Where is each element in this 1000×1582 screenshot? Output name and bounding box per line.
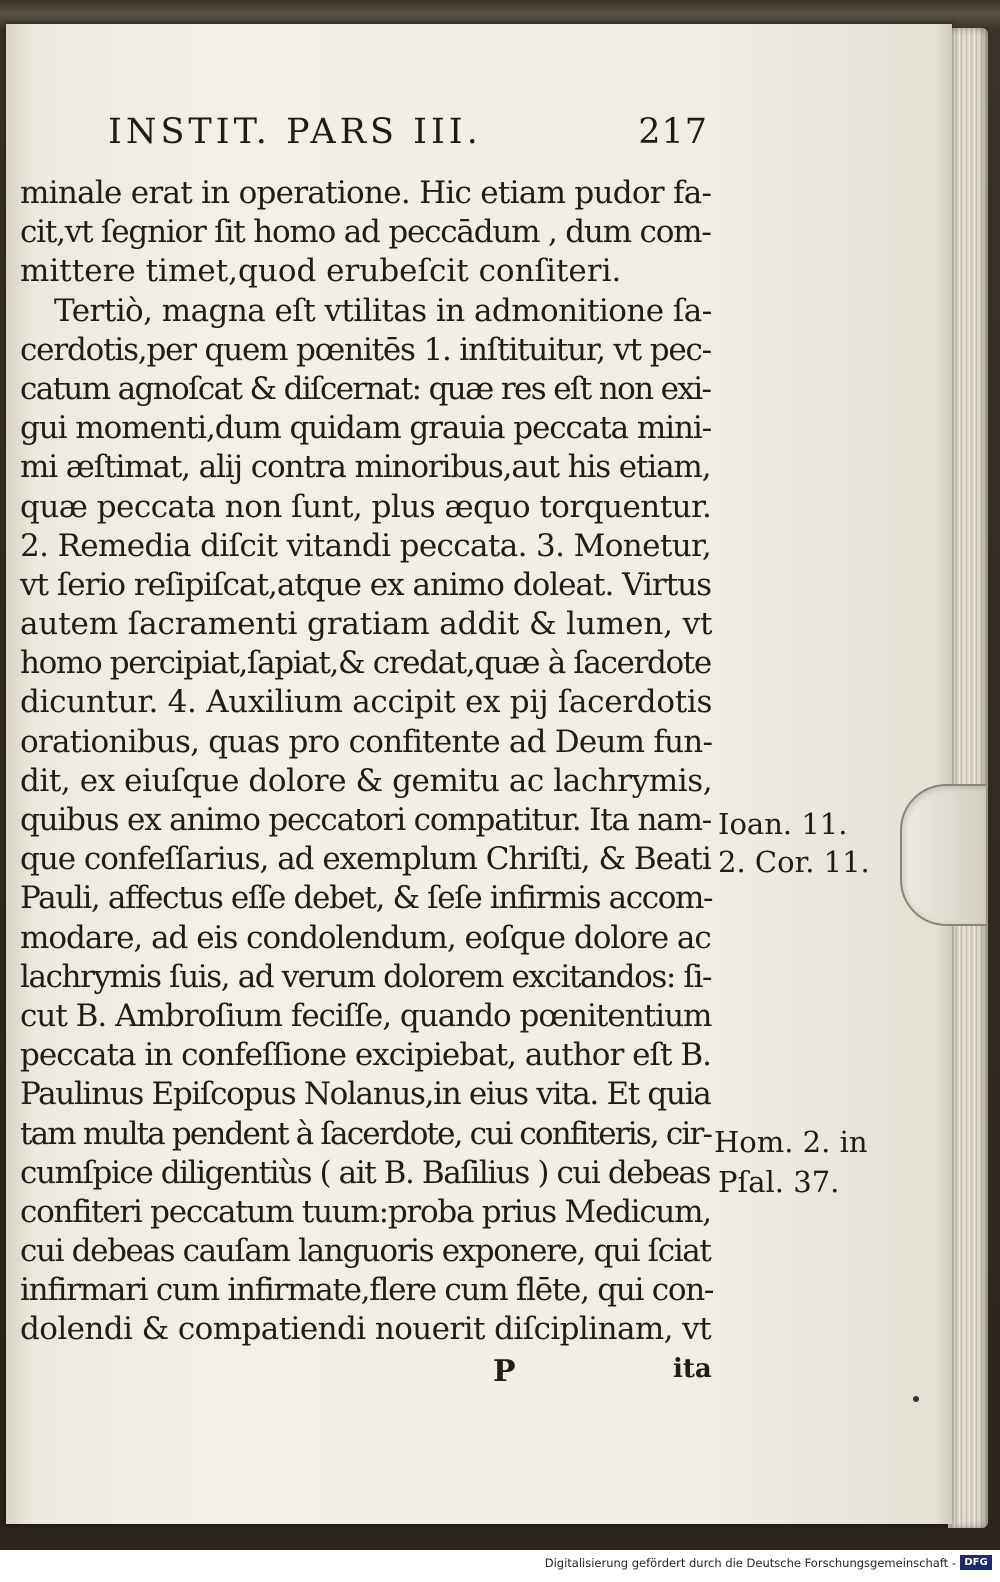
text-line: homo percipiat,ſapiat,& credat,quæ à ſacerdote bbox=[20, 645, 711, 682]
text-line: modare, ad eis condolendum, eoſque dolore ac bbox=[20, 919, 711, 956]
page-number: 217 bbox=[638, 112, 708, 152]
book-page-edges bbox=[948, 28, 988, 1528]
ink-dot bbox=[913, 1396, 919, 1402]
text-line: dit, ex eiuſque dolore & gemitu ac lachrymis, bbox=[20, 762, 713, 799]
text-line: tam multa pendent à ſacerdote, cui confiteris, cir- bbox=[20, 1115, 712, 1152]
text-line: dolendi & compatiendi nouerit diſciplinam, vt bbox=[20, 1311, 711, 1348]
text-line: cit,vt ſegnior ſit homo ad peccādum , dum com- bbox=[20, 214, 711, 251]
clasp-strap bbox=[900, 784, 986, 926]
marginal-note-hom: Hom. 2. in bbox=[714, 1125, 868, 1159]
funding-credit: Digitalisierung gefördert durch die Deutsche Forschungsgemeinschaft - bbox=[544, 1556, 956, 1570]
text-line: peccata in confeſſione excipiebat, author eſt B. bbox=[20, 1037, 712, 1074]
text-line: dicuntur. 4. Auxilium accipit ex pij ſacerdotis bbox=[20, 684, 713, 721]
text-line: confiteri peccatum tuum:proba prius Medicum, bbox=[20, 1193, 711, 1230]
text-line: cumſpice diligentiùs ( ait B. Baſilius ) cui debeas bbox=[20, 1154, 711, 1191]
text-line: cut B. Ambroſium feciſſe, quando pœnitentium bbox=[20, 997, 712, 1034]
marginal-note-psal: Pſal. 37. bbox=[718, 1165, 840, 1199]
text-line: vt ſerio reſipiſcat,atque ex animo doleat. Virtus bbox=[20, 566, 712, 603]
text-line: gui momenti,dum quidam grauia peccata mini- bbox=[20, 410, 712, 447]
marginal-note-cor: 2. Cor. 11. bbox=[718, 845, 870, 879]
text-line: autem ſacramenti gratiam addit & lumen, vt bbox=[20, 606, 713, 643]
catchword: ita bbox=[673, 1354, 712, 1384]
signature-mark: P bbox=[493, 1354, 516, 1389]
text-line: catum agnoſcat & diſcernat: quæ res eſt non exi- bbox=[20, 370, 711, 407]
text-line: mittere timet,quod erubeſcit conſiteri. bbox=[20, 253, 622, 290]
book-page bbox=[6, 24, 952, 1524]
text-line: Pauli, affectus eſſe debet, & ſeſe infirmis accom- bbox=[20, 880, 713, 917]
text-line: orationibus, quas pro confitente ad Deum fun- bbox=[20, 723, 713, 760]
body-text bbox=[20, 174, 712, 1350]
text-line: 2. Remedia diſcit vitandi peccata. 3. Monetur, bbox=[20, 527, 712, 564]
text-line: mi æſtimat, alij contra minoribus,aut his etiam, bbox=[20, 449, 711, 486]
text-line: Tertiò, magna eſt vtilitas in admonitione ſa- bbox=[54, 292, 712, 329]
text-line: Paulinus Epiſcopus Nolanus,in eius vita. Et quia bbox=[20, 1076, 711, 1113]
dfg-logo: DFG bbox=[960, 1555, 992, 1570]
text-line: cui debeas cauſam languoris exponere, qui ſciat bbox=[20, 1233, 711, 1270]
text-line: minale erat in operatione. Hic etiam pudor fa- bbox=[20, 175, 712, 211]
running-head bbox=[108, 112, 708, 152]
text-line: cerdotis,per quem pœnitēs 1. inſtituitur, vt pec- bbox=[20, 331, 711, 368]
text-line: quæ peccata non ſunt, plus æquo torquentur. bbox=[20, 488, 712, 525]
text-line: infirmari cum infirmate,flere cum flēte, qui con- bbox=[20, 1272, 714, 1309]
text-line: quibus ex animo peccatori compatitur. Ita nam- bbox=[20, 802, 712, 838]
text-line: que confeſſarius, ad exemplum Chriſti, & Beati bbox=[20, 841, 711, 878]
marginal-note-ioan: Ioan. 11. bbox=[718, 807, 848, 841]
text-line: lachrymis ſuis, ad verum dolorem excitandos: ſi- bbox=[20, 958, 712, 995]
running-title: INSTIT. PARS III. bbox=[108, 112, 482, 152]
